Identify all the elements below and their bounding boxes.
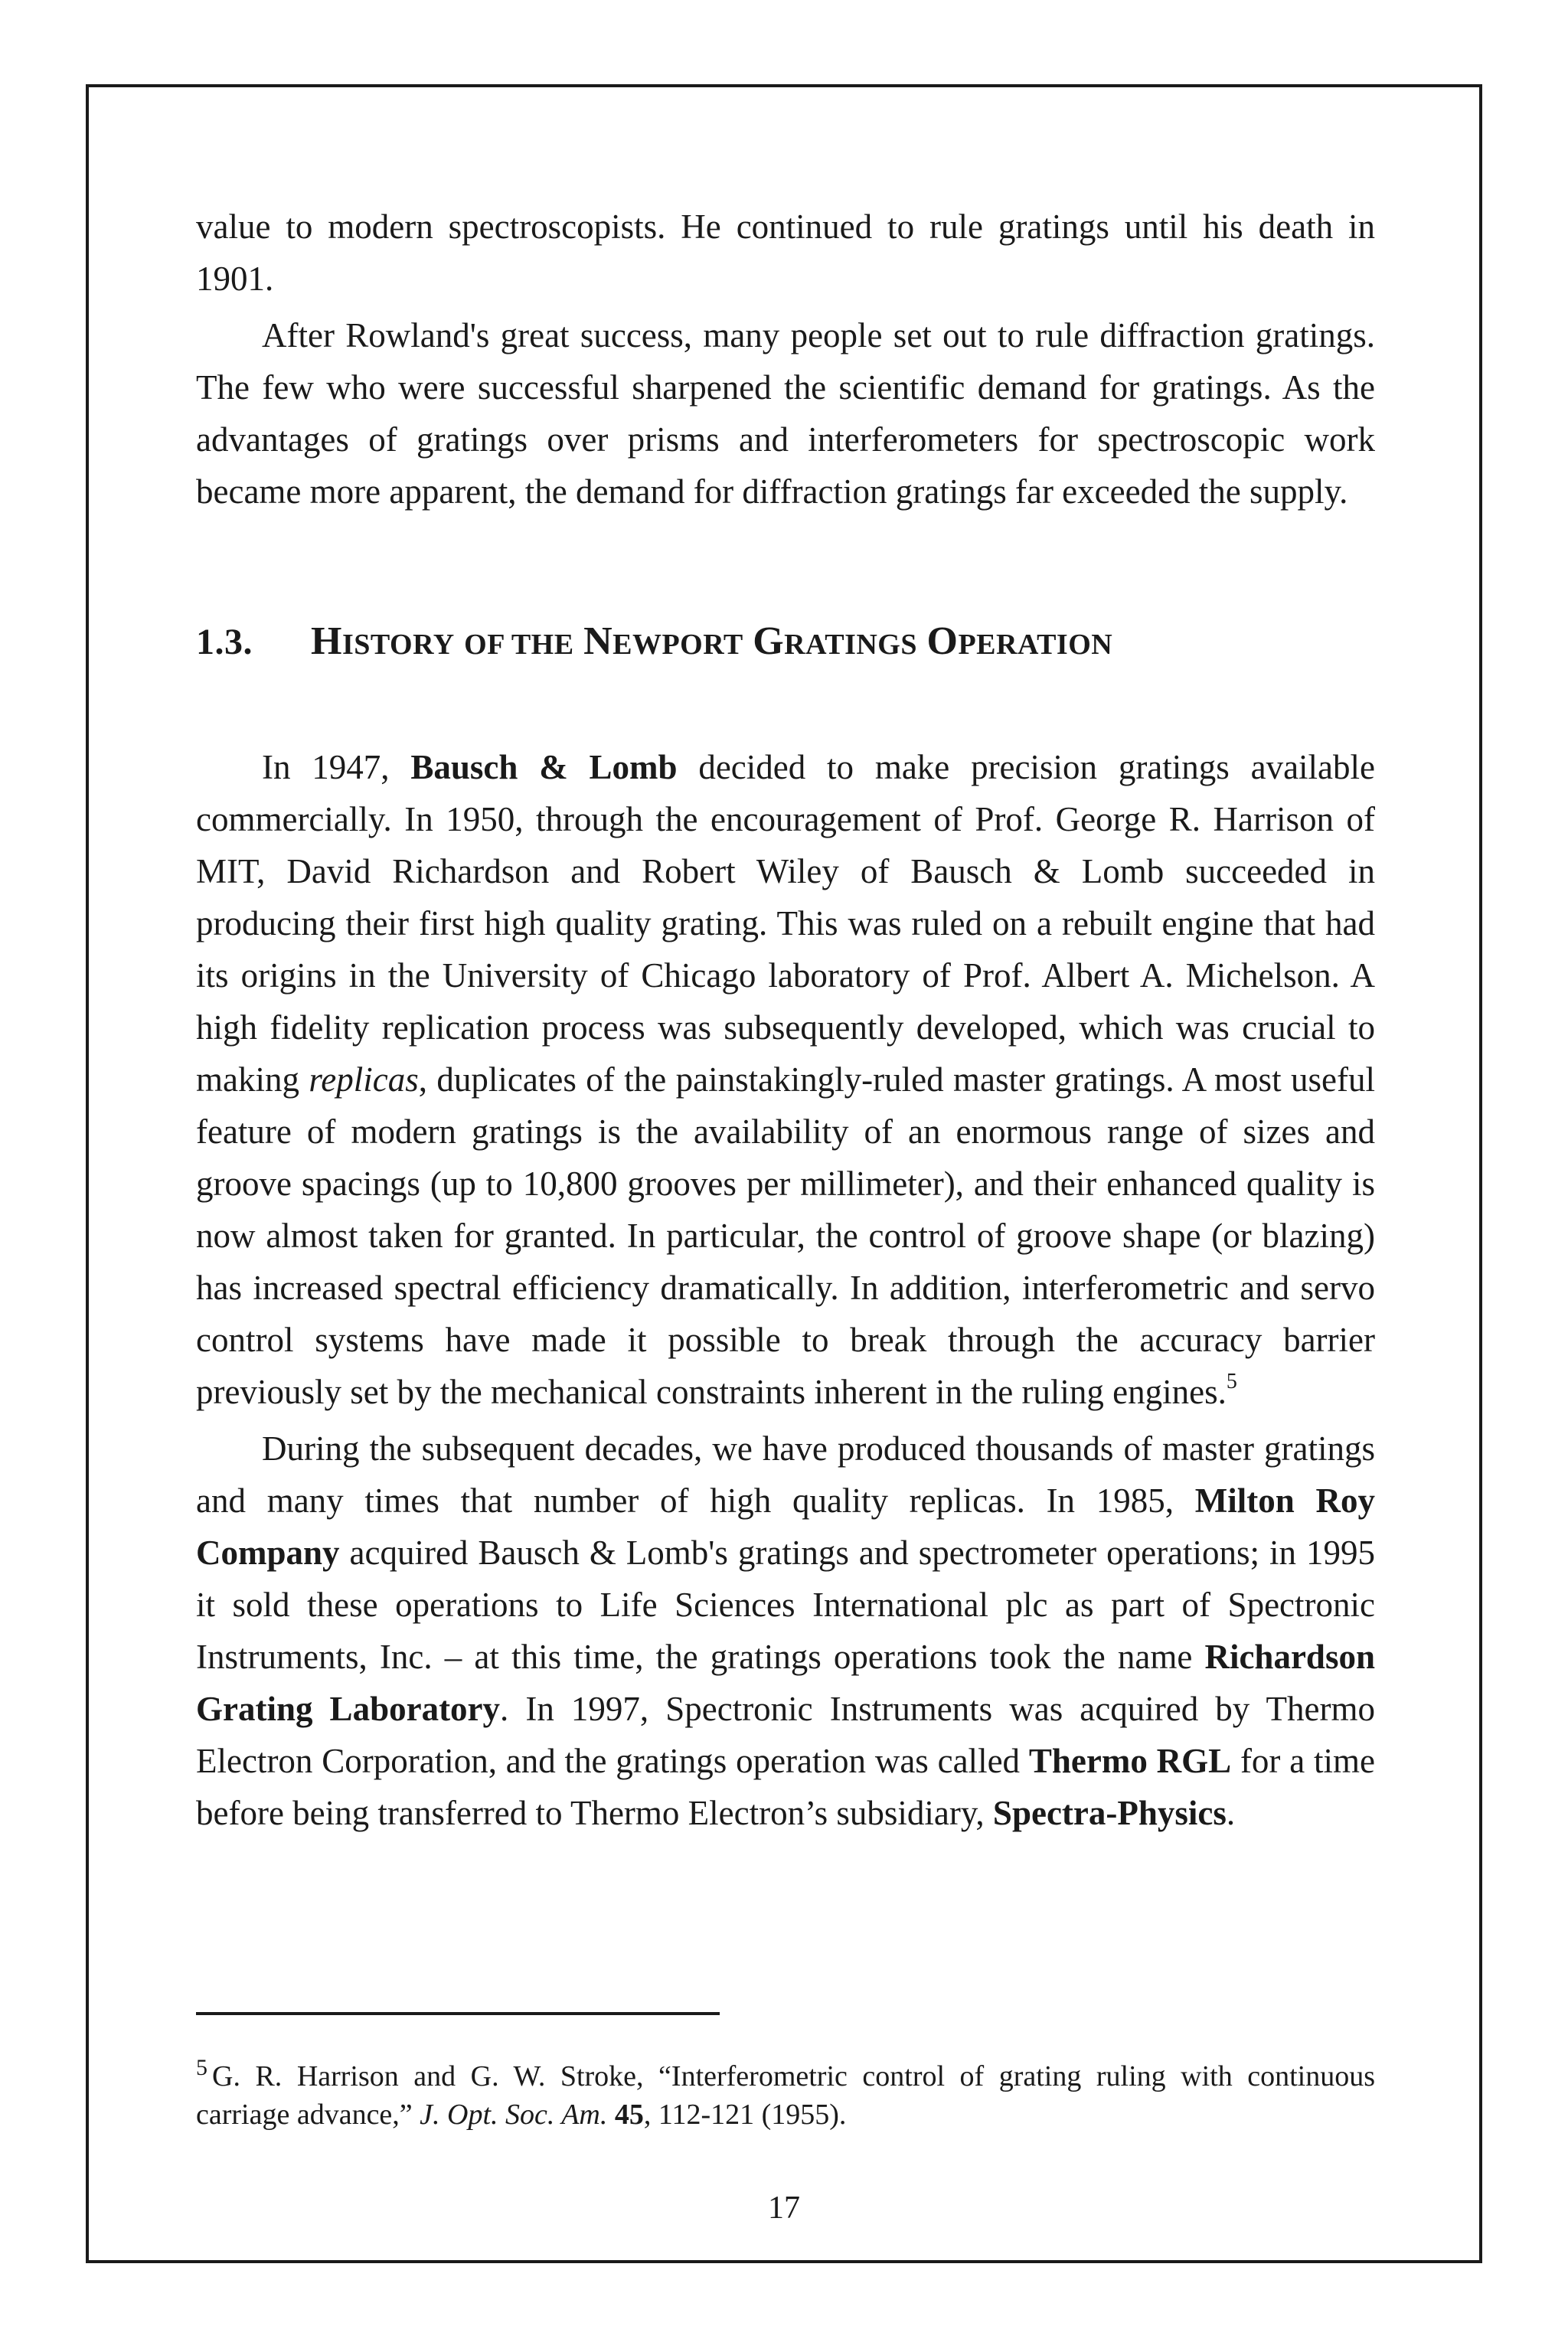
body-text (196, 201, 1375, 1839)
footnote-reference[interactable]: 5 (1226, 1370, 1237, 1393)
section-heading (196, 619, 1375, 668)
journal-name: J. Opt. Soc. Am. (420, 2099, 608, 2131)
paragraph-rowland: After Rowland's great success, many people set out to rule diffraction gratings. The few who were successful sharpened the scientific demand for gratings. As the advantages of gratings over prisms and interferometers for spectroscopic work became more apparent, the demand for diffraction gratings far exceeded the supply. (196, 316, 1375, 511)
company-spectra-physics: Spectra-Physics (992, 1794, 1227, 1832)
paragraph-company-history: During the subsequent decades, we have produced thousands of master gratings and many times that number of high quality replicas. In 1985, Milton Roy Company acquired Bausch & Lomb's gratings and spectrometer operations; in 1995 it sold these operations to Life Sciences International plc as part of Spectronic Instruments, Inc. – at this time, the gratings operations took the name Richardson Grating Laboratory. In 1997, Spectronic Instruments was acquired by Thermo Electron Corporation, and the gratings operation was called Thermo RGL for a time before being transferred to Thermo Electron’s subsidiary, Spectra-Physics. (196, 1429, 1375, 1832)
footnote-marker: 5 (196, 2055, 207, 2080)
paragraph-bausch-lomb: In 1947, Bausch & Lomb decided to make precision gratings available commercially. In 1950, through the encouragement of Prof. George R. Harrison of MIT, David Richardson and Robert Wiley of Bausch & Lomb succeeded in producing their first high quality grating. This was ruled on a rebuilt engine that had its origins in the University of Chicago laboratory of Prof. Albert A. Michelson. A high fidelity replication process was subsequently developed, which was crucial to making replicas, duplicates of the painstakingly-ruled master gratings. A most useful feature of modern gratings is the availability of an enormous range of sizes and groove spacings (up to 10,800 grooves per millimeter), and their enhanced quality is now almost taken for granted. In particular, the control of groove shape (or blazing) has increased spectral efficiency dramatically. In addition, interferometric and servo control systems have made it possible to break through the accuracy barrier previously set by the mechanical constraints inherent in the ruling engines.$^5$ (196, 748, 1375, 1411)
footnote-separator (196, 2012, 720, 2015)
company-richardson: Richardson Grating Laboratory (196, 1638, 1375, 1728)
paragraph-continuation: value to modern spectroscopists. He continued to rule gratings until his death in 1901. (196, 207, 1375, 298)
company-bausch-lomb: Bausch & Lomb (410, 748, 678, 786)
section-title: HISTORY OF THE NEWPORT GRATINGS OPERATION (311, 619, 1113, 663)
footnote: $^5$ G. R. Harrison and G. W. Stroke, “Interferometric control of grating ruling with continuous carriage advance,” J. Opt. Soc. Am. 45, 112-121 (1955). (196, 2055, 1375, 2131)
section-number: 1.3. (196, 622, 253, 662)
page-number: 17 (768, 2190, 800, 2226)
company-milton-roy: Milton Roy Company (196, 1481, 1375, 1572)
journal-volume: 45 (614, 2099, 644, 2131)
term-replicas: replicas (309, 1060, 419, 1099)
company-thermo-rgl: Thermo RGL (1028, 1742, 1232, 1780)
